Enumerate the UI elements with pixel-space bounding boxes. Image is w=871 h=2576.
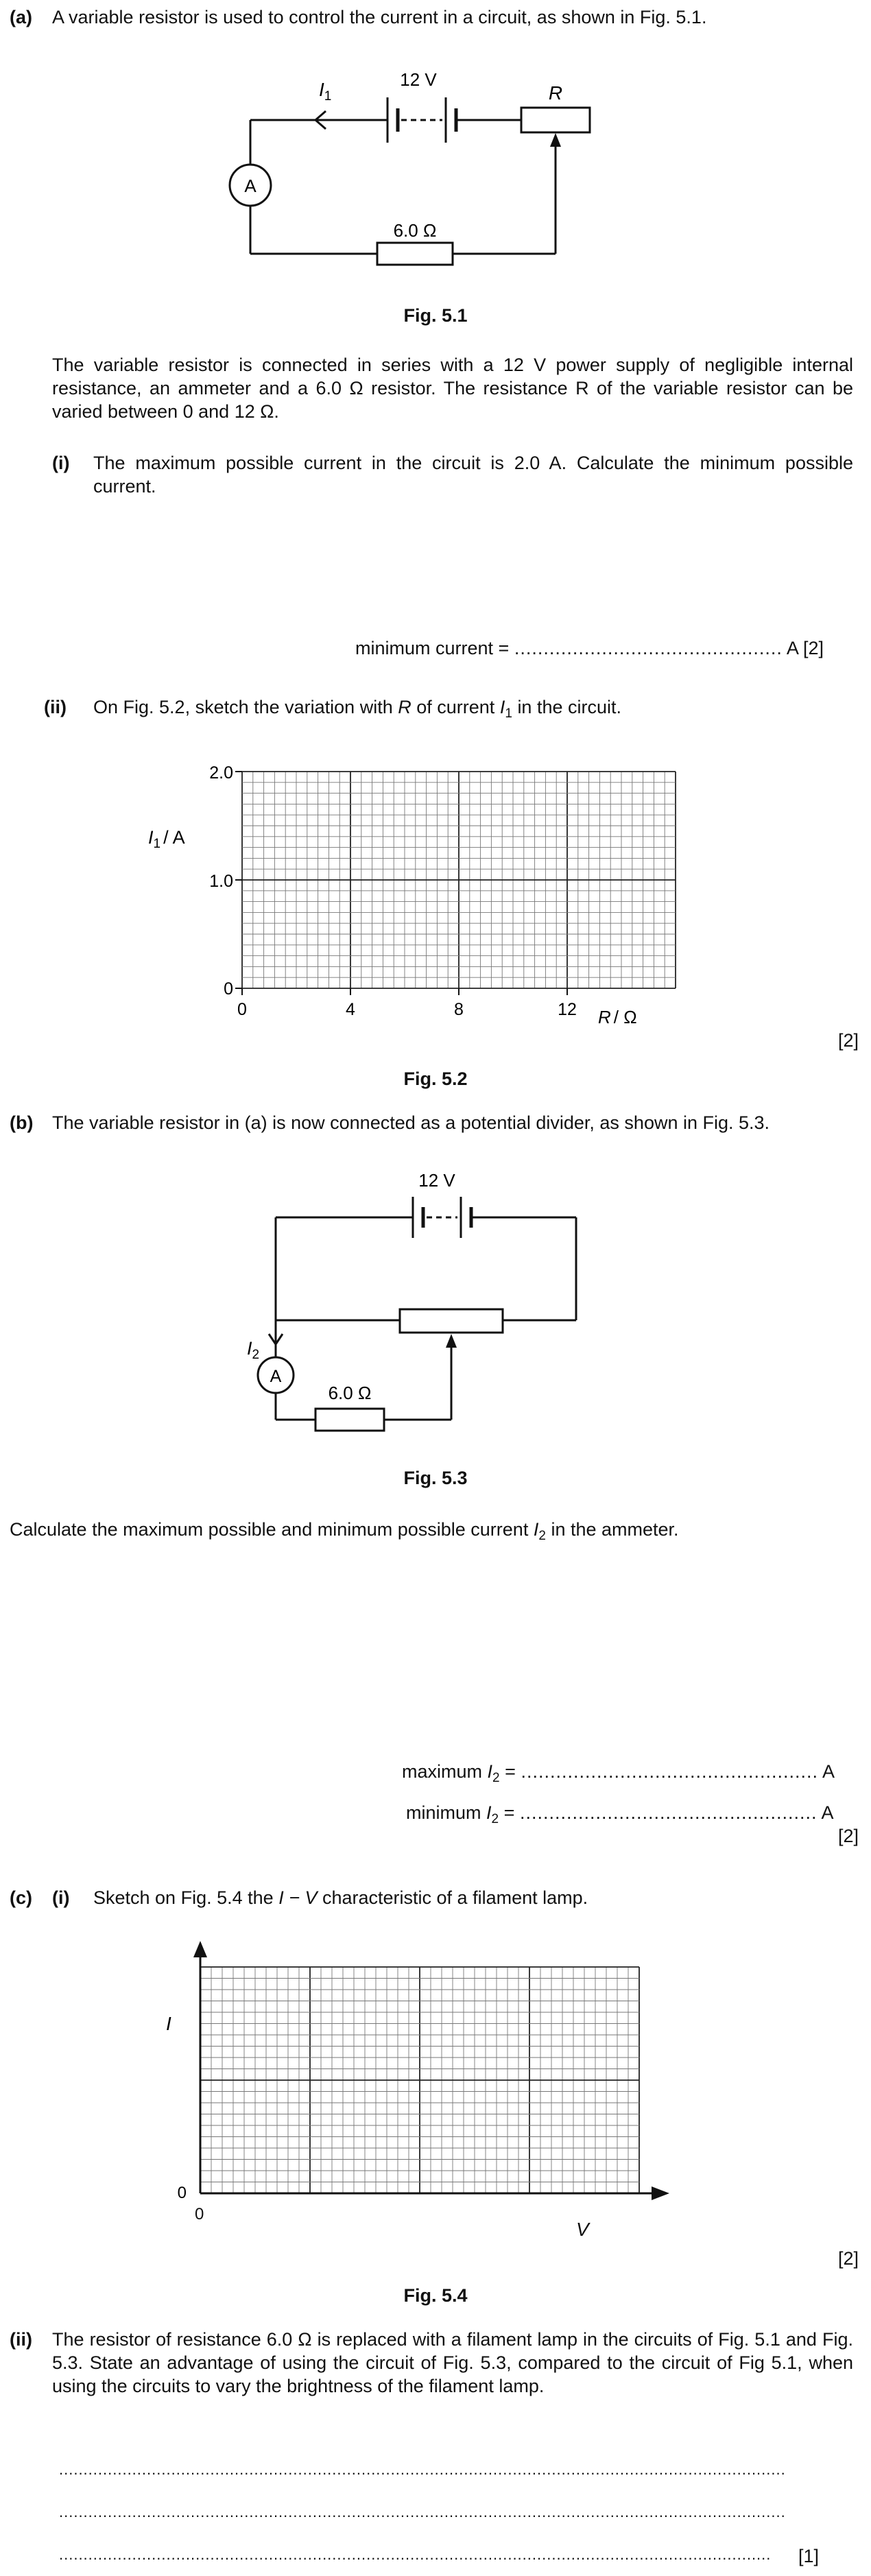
part-b-marks: [2]	[838, 1826, 859, 1846]
label-i1: $I_1$	[319, 79, 332, 104]
part-b-text: The variable resistor in (a) is now connected as a potential divider, as shown in Fig. 5.3.	[52, 1112, 770, 1133]
slider-arrow-icon	[550, 133, 561, 147]
graph-fig-5-2[interactable]	[137, 754, 700, 1049]
q-a-ii-marks: [2]	[838, 1030, 859, 1051]
graph54-xlabel: V	[576, 2219, 589, 2240]
q-c-i-marks: [2]	[838, 2248, 859, 2269]
resistor-label-a: 6.0 Ω	[393, 220, 437, 241]
circuit-fig-5-1	[206, 62, 617, 274]
graph52-xtick-0: 0	[237, 1000, 247, 1019]
ammeter-label-a: A	[244, 176, 256, 196]
graph52-xtick-12: 12	[558, 1000, 577, 1019]
fig-5-4-caption: Fig. 5.4	[403, 2285, 468, 2306]
q-a-ii-label: (ii)	[44, 697, 67, 717]
q-c-ii-text: The resistor of resistance 6.0 Ω is replaced with a filament lamp in the circuits of Fig. 5.1 and Fig. 5.3. State an advantage of using the circuit of Fig. 5.3, compared to the circuit of Fig 5.1, when using the circuits to vary the brightness of the filament lamp.	[52, 2329, 853, 2396]
graph52-ylabel: $I_1$ / A	[148, 827, 185, 851]
ammeter-label-b: A	[270, 1367, 282, 1386]
q-c-ii-label: (ii)	[10, 2329, 32, 2350]
x-axis-arrow-icon	[652, 2186, 669, 2200]
part-c-label: (c)	[10, 1887, 32, 1908]
answer-min-i2[interactable]: minimum $I_2$ = ................................................... A	[406, 1802, 834, 1826]
fig-5-2-caption: Fig. 5.2	[403, 1069, 468, 1089]
answer-line-2[interactable]: .....................................................................................................................................................	[59, 2503, 786, 2520]
fig-5-3-caption: Fig. 5.3	[403, 1468, 468, 1488]
graph-fig-5-4[interactable]	[151, 1934, 686, 2202]
answer-min-current[interactable]: minimum current = .............................................. A [2]	[355, 638, 824, 658]
y-axis-arrow-icon	[193, 1941, 207, 1957]
answer-line-1[interactable]: .....................................................................................................................................................	[59, 2461, 786, 2478]
resistor-label-b: 6.0 Ω	[328, 1383, 372, 1403]
graph54-origin-x: 0	[195, 2205, 204, 2223]
label-i2: $I_2$	[247, 1338, 260, 1362]
q-c-i-label: (i)	[52, 1887, 70, 1908]
graph52-xtick-4: 4	[346, 1000, 355, 1019]
graph54-origin-y: 0	[177, 2184, 187, 2202]
q-c-ii-marks: [1]	[798, 2546, 820, 2566]
answer-line-3[interactable]: ..................................................................................................................................................	[59, 2546, 772, 2563]
part-a-label: (a)	[10, 7, 32, 27]
graph52-xlabel: R / Ω	[598, 1007, 637, 1027]
circuit-fig-5-3	[233, 1159, 617, 1454]
part-a-description: The variable resistor is connected in series with a 12 V power supply of negligible internal resistance, an ammeter and a 6.0 Ω resistor. The resistance R of the variable resistor can be varied between 0 and 12 Ω.	[52, 355, 853, 422]
graph52-ytick-1: 1.0	[209, 872, 233, 891]
part-b-question: Calculate the maximum possible and minimum possible current $I_2$ in the ammeter.	[10, 1519, 679, 1543]
label-emf-b: 12 V	[418, 1170, 455, 1191]
q-c-i-text: Sketch on Fig. 5.4 the I − V characteristic of a filament lamp.	[93, 1887, 588, 1908]
slider-arrow-b-icon	[446, 1334, 457, 1348]
answer-max-i2[interactable]: maximum $I_2$ = ................................................... A	[402, 1761, 835, 1785]
part-a-intro: A variable resistor is used to control the current in a circuit, as shown in Fig. 5.1.	[52, 7, 707, 27]
graph54-ylabel: I	[166, 2013, 171, 2034]
part-b-label: (b)	[10, 1112, 34, 1133]
fig-5-1-caption: Fig. 5.1	[403, 305, 468, 326]
label-emf-a: 12 V	[400, 69, 437, 90]
graph52-xtick-8: 8	[454, 1000, 464, 1019]
q-a-i-text: The maximum possible current in the circuit is 2.0 A. Calculate the minimum possible current.	[93, 453, 853, 497]
graph52-ytick-0: 0	[224, 979, 233, 999]
graph52-ytick-2: 2.0	[209, 763, 233, 783]
q-a-ii-text: On Fig. 5.2, sketch the variation with R of current $I_1$ in the circuit.	[93, 697, 621, 721]
label-r: R	[548, 82, 563, 104]
q-a-i-label: (i)	[52, 453, 70, 473]
